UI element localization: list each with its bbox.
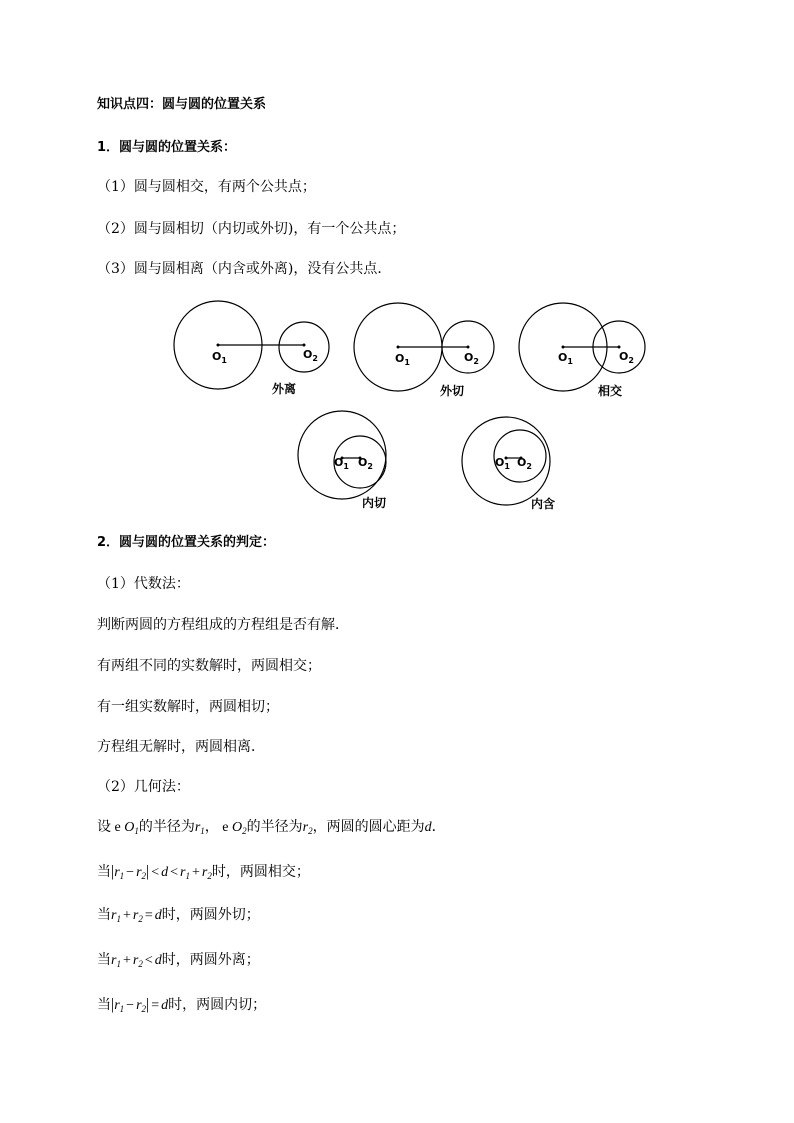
o2-label: $O_2$ <box>358 456 373 471</box>
part1-item-1: （1）圆与圆相交，有两个公共点； <box>97 179 316 195</box>
caption-internal-tangent: 内切 <box>362 496 387 510</box>
o1-label: $O_1$ <box>334 456 349 471</box>
part1-heading: 1．圆与圆的位置关系： <box>97 140 237 155</box>
condition-external-tangent: 当$r_1 + r_2 = d$时，两圆外切； <box>97 907 260 924</box>
o2-label: $O_2$ <box>303 348 318 363</box>
int-tangent-circle-1 <box>298 411 386 499</box>
o2-label: $O_2$ <box>619 350 634 365</box>
circle-relations-figure <box>0 298 794 528</box>
part1-item-2: （2）圆与圆相切（内切或外切)，有一个公共点； <box>97 221 406 237</box>
method1-title: （1）代数法： <box>97 576 190 592</box>
method2-title: （2）几何法： <box>97 779 190 795</box>
caption-external-tangent: 外切 <box>440 384 465 398</box>
o1-label: $O_1$ <box>558 351 573 366</box>
o2-label: $O_2$ <box>517 456 532 471</box>
part2-heading: 2．圆与圆的位置关系的判定： <box>97 535 276 550</box>
o1-label: $O_1$ <box>212 350 227 365</box>
o1-label: $O_1$ <box>495 456 510 471</box>
condition-separate: 当$r_1 + r_2 < d$时，两圆外离； <box>97 952 260 969</box>
contained-circle-1 <box>462 417 550 505</box>
caption-separate: 外离 <box>272 382 297 396</box>
condition-internal-tangent: 当$|r_1 - r_2| = d$时，两圆内切； <box>97 996 267 1014</box>
method1-line-2: 有两组不同的实数解时，两圆相交； <box>97 658 321 674</box>
method2-setup: 设 e $O_1$的半径为$r_1$， e $O_2$的半径为$r_2$，两圆的圆心距为d． <box>97 819 446 836</box>
condition-intersect: 当$|r_1 - r_2| < d < r_1 + r_2$时，两圆相交； <box>97 863 310 881</box>
o1-label: $O_1$ <box>395 352 410 367</box>
o2-label: $O_2$ <box>464 351 479 366</box>
separate-circle-2 <box>279 322 329 372</box>
method1-line-4: 方程组无解时，两圆相离． <box>97 739 265 755</box>
part1-item-3: （3）圆与圆相离（内含或外离)，没有公共点． <box>97 261 392 277</box>
caption-contained: 内含 <box>531 497 556 511</box>
method1-line-1: 判断两圆的方程组成的方程组是否有解． <box>97 617 349 633</box>
caption-intersect: 相交 <box>598 384 623 398</box>
section-title: 知识点四：圆与圆的位置关系 <box>97 97 267 112</box>
method1-line-3: 有一组实数解时，两圆相切； <box>97 699 279 715</box>
